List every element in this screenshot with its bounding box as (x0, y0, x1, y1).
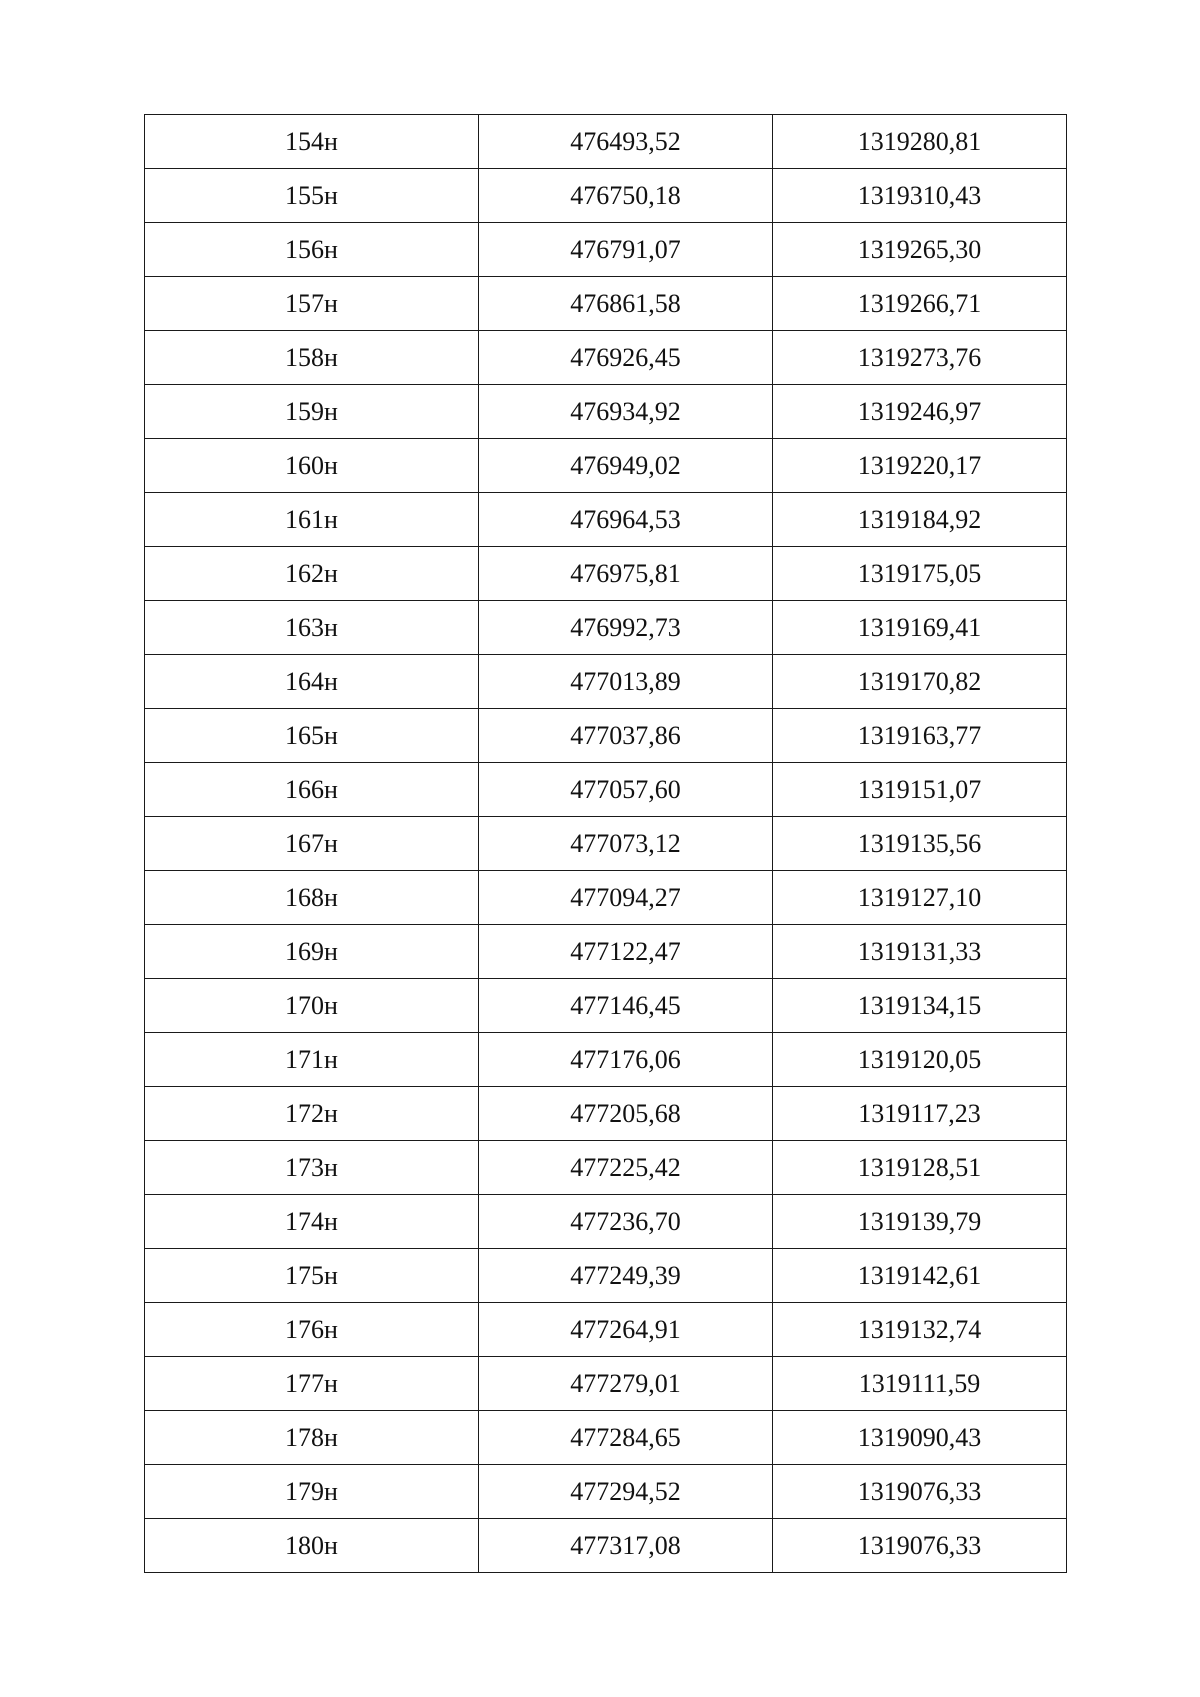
point-id-cell: 162н (145, 547, 479, 601)
table-row (145, 925, 1067, 979)
x-coordinate-cell: 476493,52 (479, 115, 773, 169)
table-row (145, 439, 1067, 493)
table-row (145, 385, 1067, 439)
y-coordinate-cell: 1319132,74 (773, 1303, 1067, 1357)
table-row (145, 979, 1067, 1033)
table-row (145, 1519, 1067, 1573)
point-id-cell: 157н (145, 277, 479, 331)
x-coordinate-cell: 477264,91 (479, 1303, 773, 1357)
x-coordinate-cell: 476861,58 (479, 277, 773, 331)
y-coordinate-cell: 1319128,51 (773, 1141, 1067, 1195)
y-coordinate-cell: 1319151,07 (773, 763, 1067, 817)
point-id-cell: 179н (145, 1465, 479, 1519)
table-row (145, 763, 1067, 817)
y-coordinate-cell: 1319266,71 (773, 277, 1067, 331)
table-row (145, 1303, 1067, 1357)
x-coordinate-cell: 476926,45 (479, 331, 773, 385)
point-id-cell: 163н (145, 601, 479, 655)
point-id-cell: 154н (145, 115, 479, 169)
point-id-cell: 178н (145, 1411, 479, 1465)
x-coordinate-cell: 477073,12 (479, 817, 773, 871)
table-row (145, 1087, 1067, 1141)
y-coordinate-cell: 1319127,10 (773, 871, 1067, 925)
y-coordinate-cell: 1319120,05 (773, 1033, 1067, 1087)
x-coordinate-cell: 477176,06 (479, 1033, 773, 1087)
x-coordinate-cell: 476975,81 (479, 547, 773, 601)
y-coordinate-cell: 1319169,41 (773, 601, 1067, 655)
table-row (145, 331, 1067, 385)
x-coordinate-cell: 477317,08 (479, 1519, 773, 1573)
x-coordinate-cell: 477057,60 (479, 763, 773, 817)
x-coordinate-cell: 477037,86 (479, 709, 773, 763)
table-row (145, 871, 1067, 925)
point-id-cell: 180н (145, 1519, 479, 1573)
x-coordinate-cell: 477236,70 (479, 1195, 773, 1249)
point-id-cell: 159н (145, 385, 479, 439)
table-row (145, 1195, 1067, 1249)
table-row (145, 817, 1067, 871)
table-row (145, 1141, 1067, 1195)
x-coordinate-cell: 476934,92 (479, 385, 773, 439)
y-coordinate-cell: 1319142,61 (773, 1249, 1067, 1303)
y-coordinate-cell: 1319111,59 (773, 1357, 1067, 1411)
y-coordinate-cell: 1319076,33 (773, 1519, 1067, 1573)
table-row (145, 601, 1067, 655)
point-id-cell: 177н (145, 1357, 479, 1411)
point-id-cell: 166н (145, 763, 479, 817)
point-id-cell: 165н (145, 709, 479, 763)
x-coordinate-cell: 476791,07 (479, 223, 773, 277)
point-id-cell: 168н (145, 871, 479, 925)
y-coordinate-cell: 1319265,30 (773, 223, 1067, 277)
point-id-cell: 174н (145, 1195, 479, 1249)
y-coordinate-cell: 1319134,15 (773, 979, 1067, 1033)
point-id-cell: 169н (145, 925, 479, 979)
point-id-cell: 175н (145, 1249, 479, 1303)
point-id-cell: 176н (145, 1303, 479, 1357)
y-coordinate-cell: 1319076,33 (773, 1465, 1067, 1519)
point-id-cell: 161н (145, 493, 479, 547)
y-coordinate-cell: 1319310,43 (773, 169, 1067, 223)
y-coordinate-cell: 1319280,81 (773, 115, 1067, 169)
x-coordinate-cell: 477279,01 (479, 1357, 773, 1411)
y-coordinate-cell: 1319131,33 (773, 925, 1067, 979)
x-coordinate-cell: 476992,73 (479, 601, 773, 655)
point-id-cell: 167н (145, 817, 479, 871)
x-coordinate-cell: 477284,65 (479, 1411, 773, 1465)
table-row (145, 1249, 1067, 1303)
table-row (145, 1357, 1067, 1411)
coordinates-table (144, 114, 1067, 1573)
x-coordinate-cell: 477225,42 (479, 1141, 773, 1195)
y-coordinate-cell: 1319135,56 (773, 817, 1067, 871)
y-coordinate-cell: 1319090,43 (773, 1411, 1067, 1465)
coordinates-table-body (145, 115, 1067, 1573)
y-coordinate-cell: 1319246,97 (773, 385, 1067, 439)
point-id-cell: 158н (145, 331, 479, 385)
x-coordinate-cell: 476964,53 (479, 493, 773, 547)
x-coordinate-cell: 477094,27 (479, 871, 773, 925)
x-coordinate-cell: 477294,52 (479, 1465, 773, 1519)
table-row (145, 169, 1067, 223)
point-id-cell: 172н (145, 1087, 479, 1141)
point-id-cell: 164н (145, 655, 479, 709)
y-coordinate-cell: 1319139,79 (773, 1195, 1067, 1249)
table-row (145, 493, 1067, 547)
table-row (145, 655, 1067, 709)
table-row (145, 1033, 1067, 1087)
point-id-cell: 156н (145, 223, 479, 277)
table-row (145, 115, 1067, 169)
x-coordinate-cell: 477249,39 (479, 1249, 773, 1303)
point-id-cell: 155н (145, 169, 479, 223)
x-coordinate-cell: 476949,02 (479, 439, 773, 493)
y-coordinate-cell: 1319170,82 (773, 655, 1067, 709)
point-id-cell: 160н (145, 439, 479, 493)
y-coordinate-cell: 1319273,76 (773, 331, 1067, 385)
table-row (145, 223, 1067, 277)
y-coordinate-cell: 1319163,77 (773, 709, 1067, 763)
x-coordinate-cell: 476750,18 (479, 169, 773, 223)
table-row (145, 1465, 1067, 1519)
point-id-cell: 173н (145, 1141, 479, 1195)
x-coordinate-cell: 477205,68 (479, 1087, 773, 1141)
y-coordinate-cell: 1319220,17 (773, 439, 1067, 493)
table-row (145, 547, 1067, 601)
x-coordinate-cell: 477122,47 (479, 925, 773, 979)
table-row (145, 709, 1067, 763)
table-row (145, 1411, 1067, 1465)
y-coordinate-cell: 1319117,23 (773, 1087, 1067, 1141)
y-coordinate-cell: 1319184,92 (773, 493, 1067, 547)
point-id-cell: 171н (145, 1033, 479, 1087)
x-coordinate-cell: 477146,45 (479, 979, 773, 1033)
y-coordinate-cell: 1319175,05 (773, 547, 1067, 601)
point-id-cell: 170н (145, 979, 479, 1033)
x-coordinate-cell: 477013,89 (479, 655, 773, 709)
table-row (145, 277, 1067, 331)
